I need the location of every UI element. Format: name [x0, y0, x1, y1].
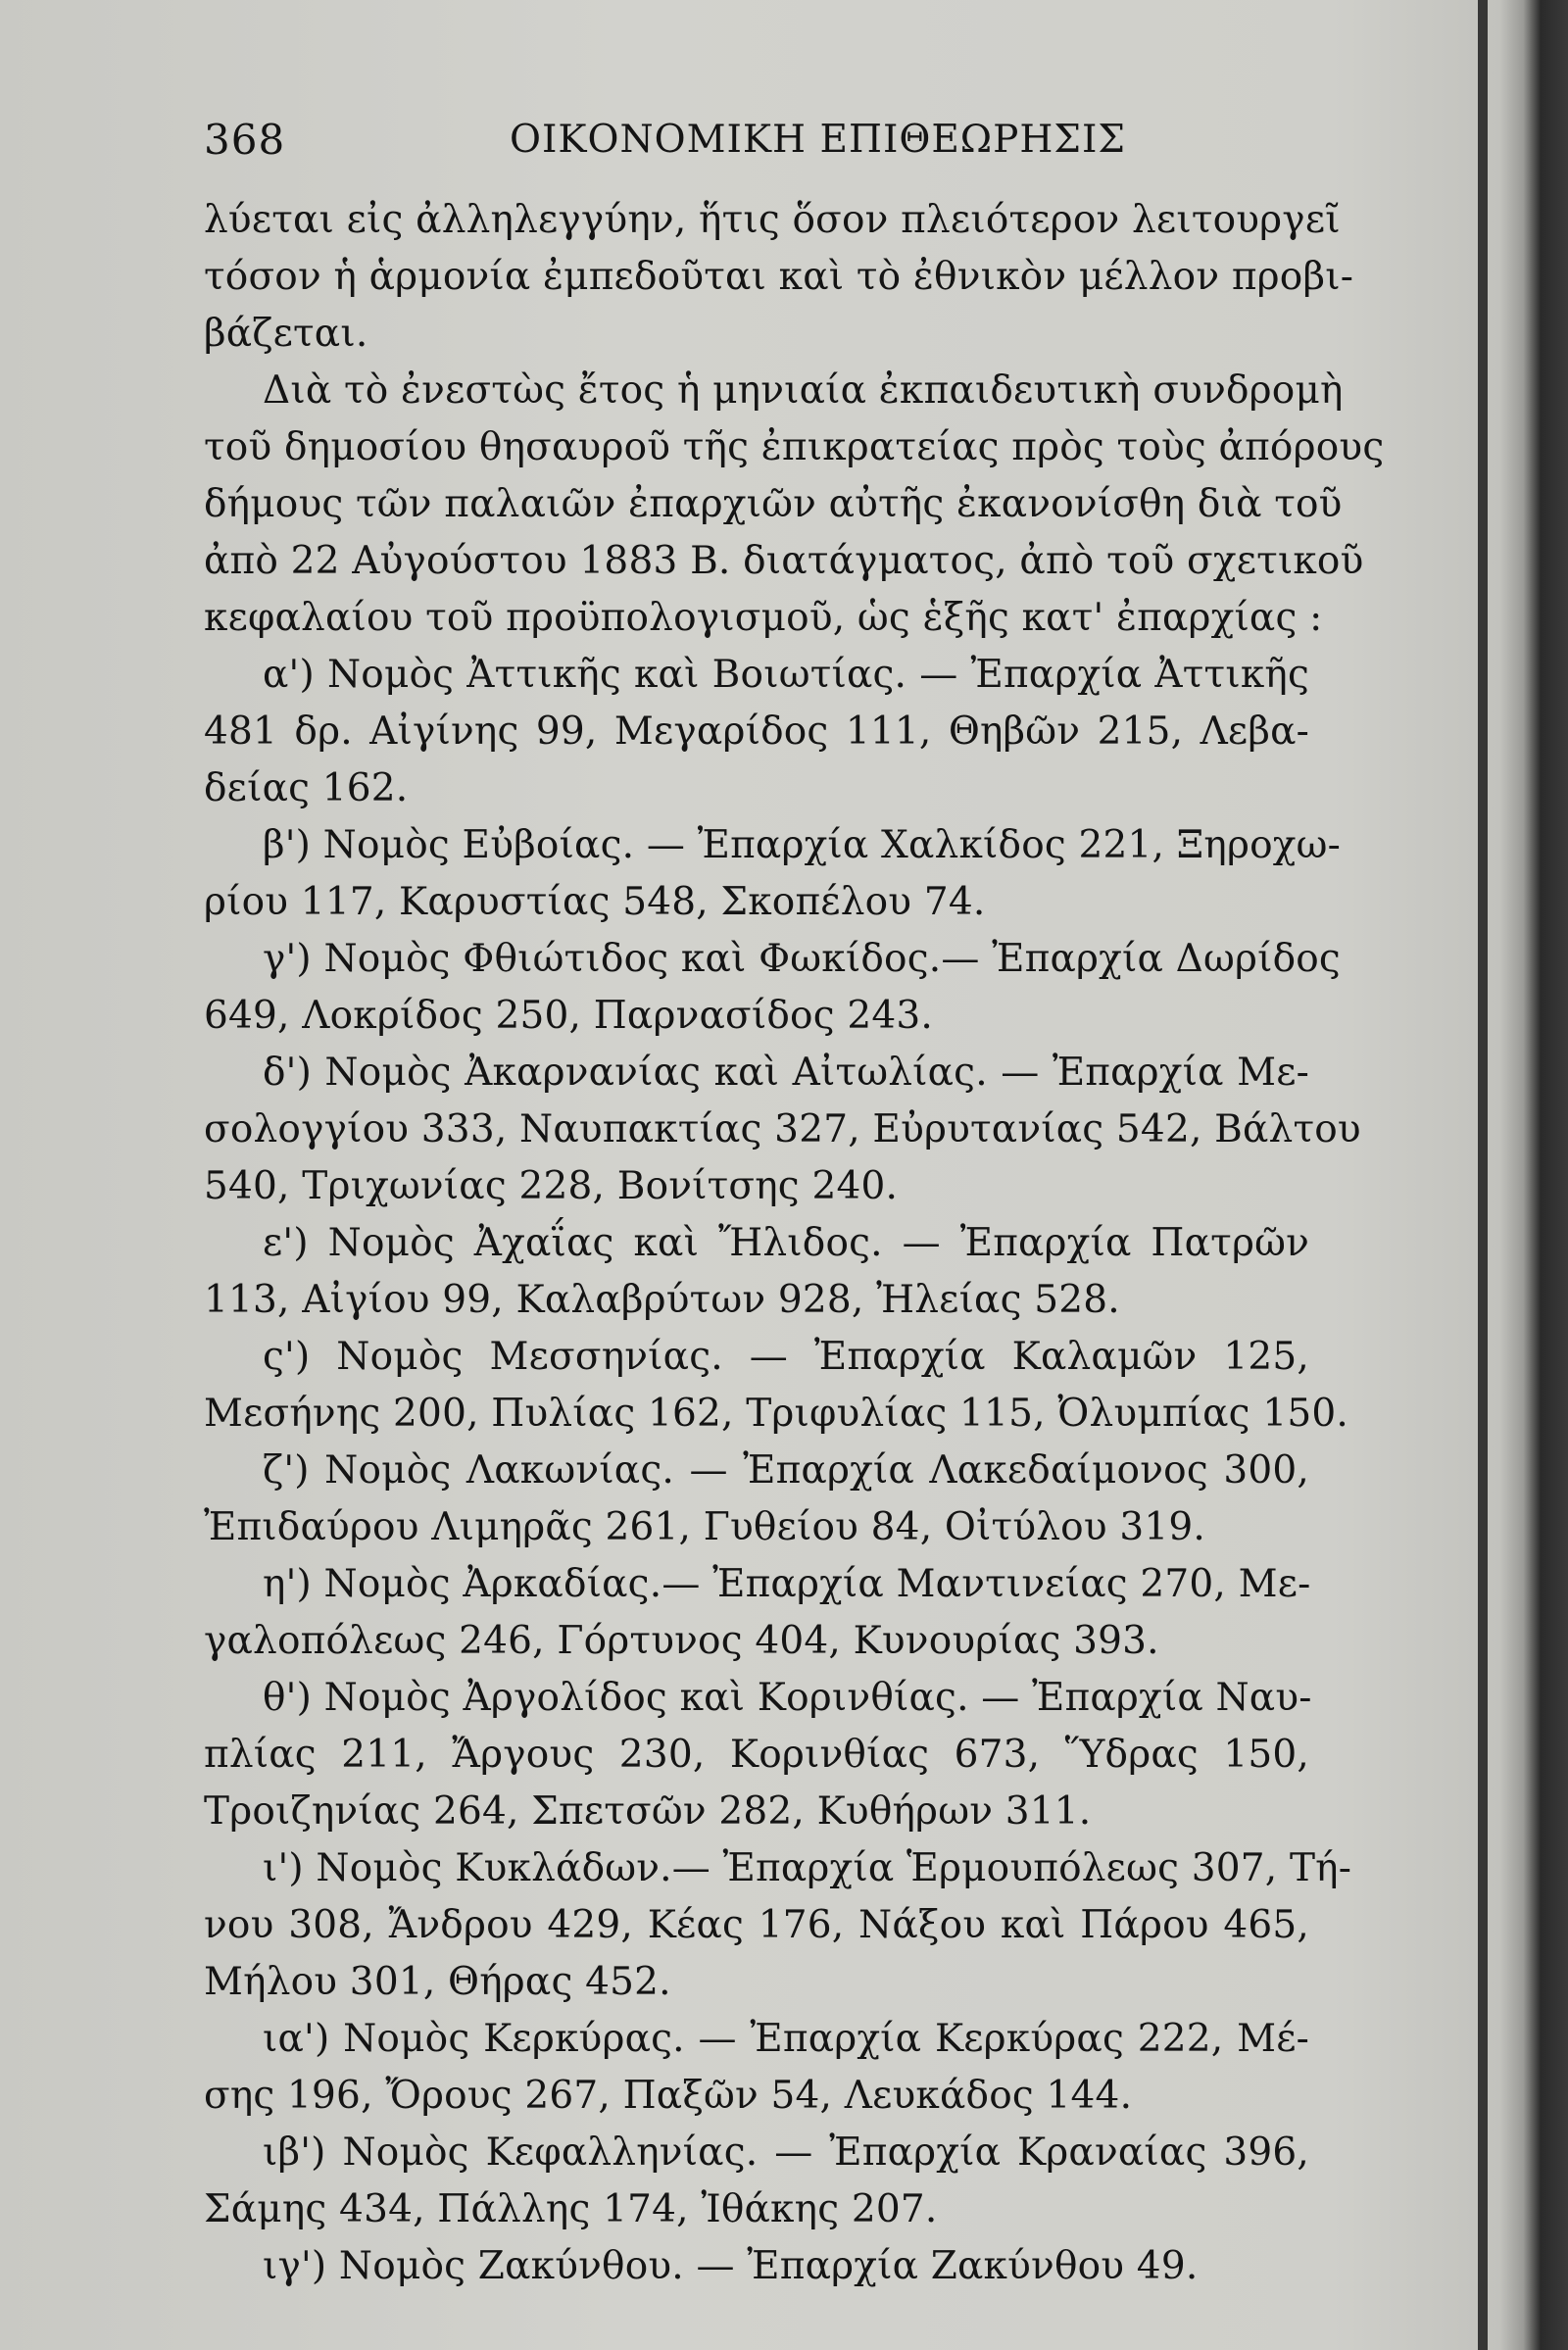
text-line: Τροιζηνίας 264, Σπετσῶν 282, Κυθήρων 311. [204, 1789, 1092, 1834]
text-line: Διὰ τὸ ἐνεστὼς ἔτος ἡ μηνιαία ἐκπαιδευτικὴ συνδρομὴ [263, 368, 1344, 413]
text-line: ιβ') Νομὸς Κεφαλληνίας. — Ἐπαρχία Κραναίας 396, [263, 2130, 1309, 2175]
text-line: γαλοπόλεως 246, Γόρτυνος 404, Κυνουρίας 393. [204, 1619, 1159, 1663]
text-line: δ') Νομὸς Ἀκαρνανίας καὶ Αἰτωλίας. — Ἐπαρχία Με- [263, 1051, 1309, 1095]
text-line: ε') Νομὸς Ἀχαΐας καὶ Ἤλιδος. — Ἐπαρχία Πατρῶν [263, 1221, 1309, 1265]
text-line: λύεται εἰς ἀλληλεγγύην, ἥτις ὅσον πλειότερον λειτουργεῖ [204, 198, 1341, 242]
text-line: Μεσήνης 200, Πυλίας 162, Τριφυλίας 115, Ὀλυμπίας 150. [204, 1392, 1348, 1436]
text-line: 540, Τριχωνίας 228, Βονίτσης 240. [204, 1164, 899, 1208]
binding-shadow [1499, 0, 1568, 2350]
text-line: β') Νομὸς Εὐβοίας. — Ἐπαρχία Χαλκίδος 221, Ξηροχω- [263, 823, 1341, 867]
text-line: α') Νομὸς Ἀττικῆς καὶ Βοιωτίας. — Ἐπαρχία Ἀττικῆς [263, 653, 1309, 697]
text-line: 113, Αἰγίου 99, Καλαβρύτων 928, Ἠλείας 528. [204, 1278, 1120, 1322]
text-line: Μήλου 301, Θήρας 452. [204, 1960, 671, 2004]
body-text [204, 192, 1385, 2295]
text-line: σης 196, Ὄρους 267, Παξῶν 54, Λευκάδος 144. [204, 2074, 1133, 2118]
text-line: κεφαλαίου τοῦ προϋπολογισμοῦ, ὡς ἑξῆς κατ' ἐπαρχίας : [204, 596, 1323, 640]
binding-gutter-line [1478, 0, 1488, 2350]
text-line: νου 308, Ἄνδρου 429, Κέας 176, Νάξου καὶ Πάρου 465, [204, 1903, 1309, 1947]
text-line: Ἐπιδαύρου Λιμηρᾶς 261, Γυθείου 84, Οἰτύλου 319. [204, 1505, 1205, 1549]
text-line: ἀπὸ 22 Αὐγούστου 1883 Β. διατάγματος, ἀπὸ τοῦ σχετικοῦ [204, 539, 1364, 583]
text-line: ια') Νομὸς Κερκύρας. — Ἐπαρχία Κερκύρας 222, Μέ- [263, 2017, 1309, 2061]
text-line: γ') Νομὸς Φθιώτιδος καὶ Φωκίδος.— Ἐπαρχία Δωρίδος [263, 937, 1341, 981]
running-title: ΟΙΚΟΝΟΜΙΚΗ ΕΠΙΘΕΩΡΗΣΙΣ [510, 118, 1126, 162]
text-line: ζ') Νομὸς Λακωνίας. — Ἐπαρχία Λακεδαίμονος 300, [263, 1448, 1309, 1493]
text-line: δείας 162. [204, 766, 409, 810]
text-line: σολογγίου 333, Ναυπακτίας 327, Εὐρυτανίας 542, Βάλτου [204, 1107, 1361, 1151]
text-line: τοῦ δημοσίου θησαυροῦ τῆς ἐπικρατείας πρὸς τοὺς ἀπόρους [204, 425, 1385, 469]
text-line: ιγ') Νομὸς Ζακύνθου. — Ἐπαρχία Ζακύνθου 49. [263, 2244, 1199, 2288]
page-number: 368 [204, 116, 286, 164]
text-line: 481 δρ. Αἰγίνης 99, Μεγαρίδος 111, Θηβῶν 215, Λεβα- [204, 710, 1309, 754]
text-line: 649, Λοκρίδος 250, Παρνασίδος 243. [204, 994, 933, 1038]
text-line: τόσον ἡ ἁρμονία ἐμπεδοῦται καὶ τὸ ἐθνικὸν μέλλον προβι- [204, 255, 1354, 299]
text-line: ι') Νομὸς Κυκλάδων.— Ἐπαρχία Ἑρμουπόλεως 307, Τή- [263, 1846, 1352, 1890]
text-line: θ') Νομὸς Ἀργολίδος καὶ Κορινθίας. — Ἐπαρχία Ναυ- [263, 1676, 1312, 1720]
text-line: δήμους τῶν παλαιῶν ἐπαρχιῶν αὐτῆς ἐκανονίσθη διὰ τοῦ [204, 482, 1343, 526]
text-line: η') Νομὸς Ἀρκαδίας.— Ἐπαρχία Μαντινείας 270, Με- [263, 1562, 1311, 1606]
text-line: ρίου 117, Καρυστίας 548, Σκοπέλου 74. [204, 880, 986, 924]
page-header [204, 116, 1301, 174]
text-line: Σάμης 434, Πάλλης 174, Ἰθάκης 207. [204, 2187, 938, 2231]
text-line: πλίας 211, Ἄργους 230, Κορινθίας 673, Ὕδρας 150, [204, 1733, 1309, 1777]
text-line: βάζεται. [204, 312, 368, 356]
text-line: ς') Νομὸς Μεσσηνίας. — Ἐπαρχία Καλαμῶν 125, [263, 1335, 1309, 1379]
